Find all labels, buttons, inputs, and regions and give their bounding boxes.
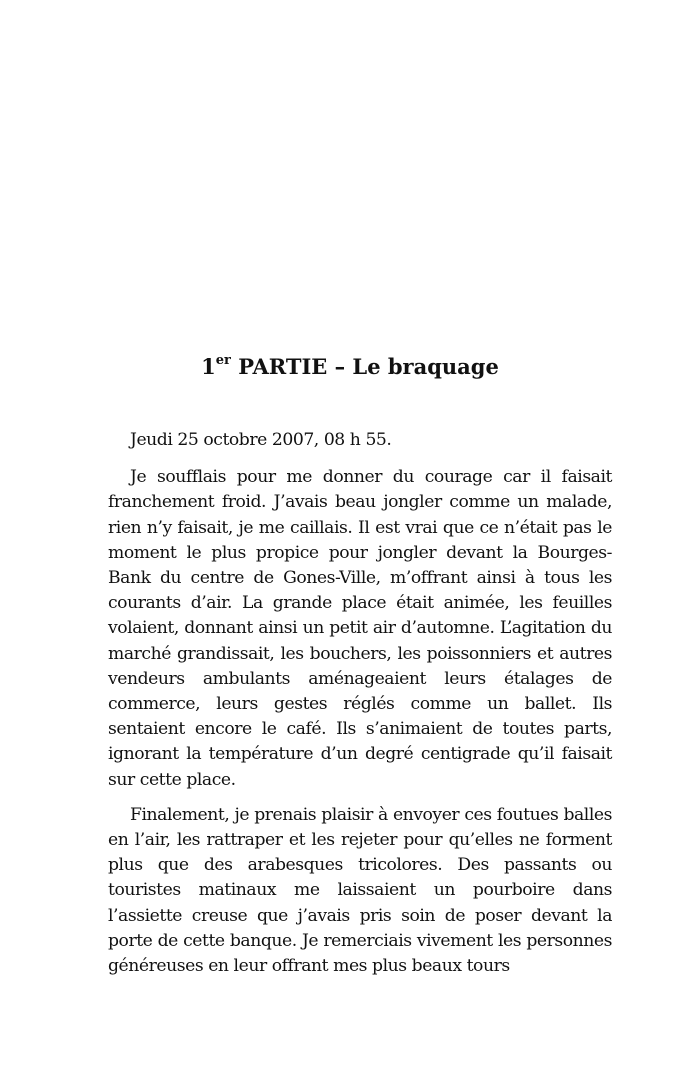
chapter-title-text: PARTIE – Le braquage bbox=[230, 354, 499, 379]
chapter-ordinal-suffix: er bbox=[215, 353, 231, 368]
paragraph-2: Finalement, je prenais plaisir à envoyer ces foutues balles en l’air, les rattraper et les rejeter pour qu’elles ne forment plus que des arabesques tricolores. Des passants ou touristes matinaux me laissaient un pourboire dans l’assiette creuse que j’avais pris soin de poser devant la porte de cette banque. Je remerciais vivement les personnes généreuses en leur offrant mes plus beaux tours bbox=[108, 804, 612, 977]
chapter-title bbox=[0, 352, 700, 382]
paragraph-1: Je soufflais pour me donner du courage car il faisait franchement froid. J’avais beau jongler comme un malade, rien n’y faisait, je me caillais. Il est vrai que ce n’était pas le moment le plus propice pour jongler devant la Bourges-Bank du centre de Gones-Ville, m’offrant ainsi à tous les courants d’air. La grande place était animée, les feuilles volaient, donnant ainsi un petit air d’automne. L’agitation du marché grandissait, les bouchers, les poissonniers et autres vendeurs ambulants aménageaient leurs étalages de commerce, leurs gestes réglés comme un ballet. Ils sentaient encore le café. Ils s’animaient de toutes parts, ignorant la température d’un degré centigrade qu’il faisait sur cette place. bbox=[108, 467, 612, 790]
date-line: Jeudi 25 octobre 2007, 08 h 55. bbox=[130, 430, 392, 450]
body-text bbox=[108, 428, 612, 989]
chapter-number: 1 bbox=[201, 354, 216, 379]
